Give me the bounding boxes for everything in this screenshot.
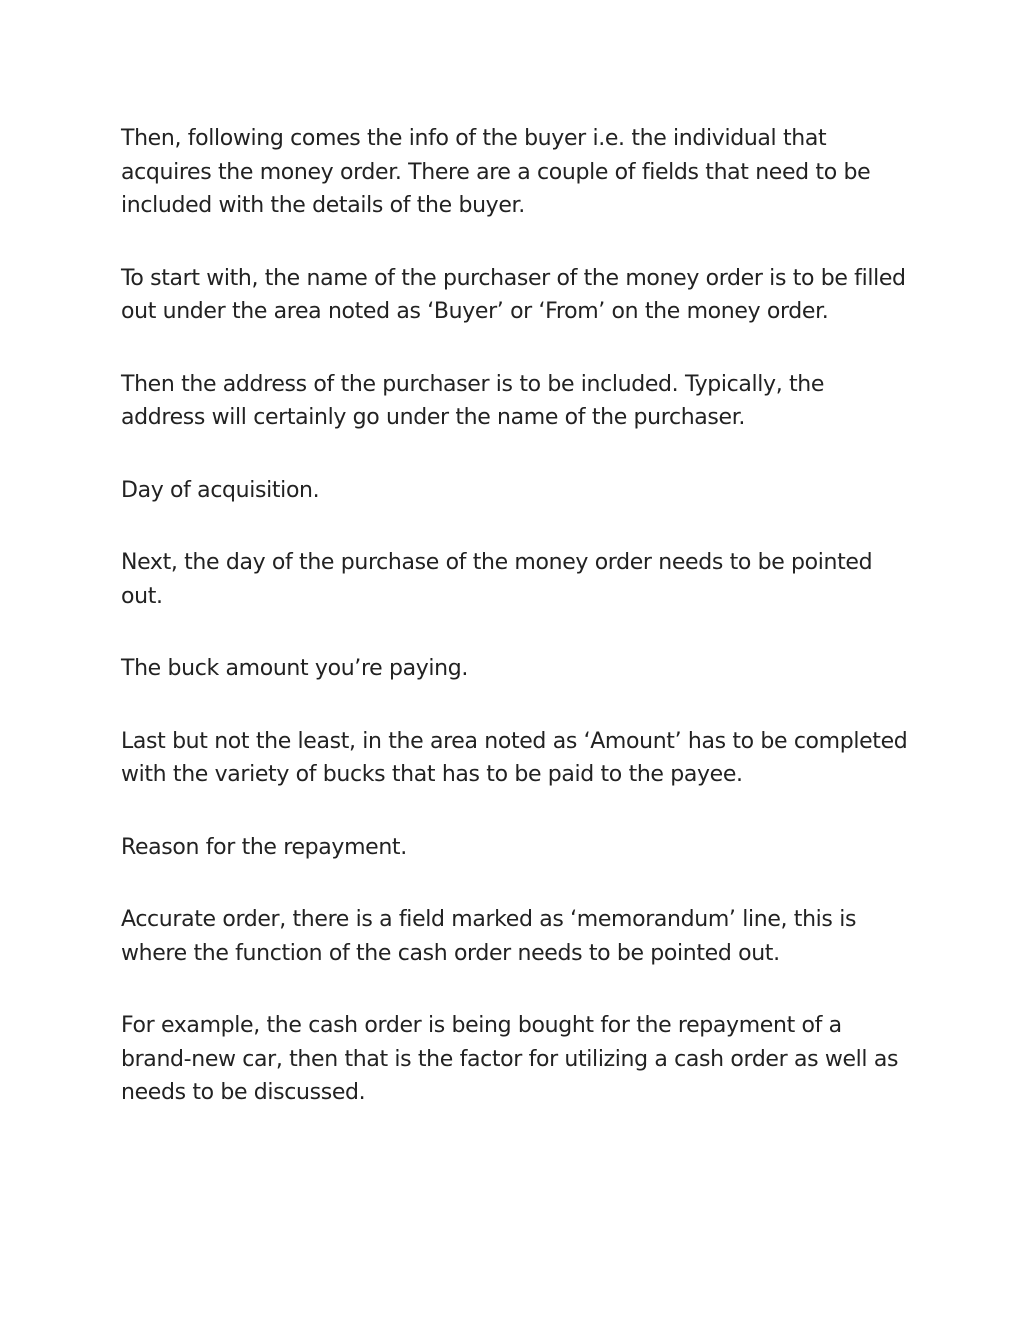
paragraph-example: For example, the cash order is being bought for the repayment of a brand-new car, then that is the factor for utilizing a cash order as well as needs to be discussed. (121, 1013, 899, 1105)
paragraph-purchaser-address: Then the address of the purchaser is to be included. Typically, the address will certainly go under the name of the purchaser. (121, 371, 825, 430)
paragraph-day-of-acquisition: Day of acquisition. (121, 477, 320, 503)
document-body (121, 122, 911, 1149)
paragraph-amount-field: Last but not the least, in the area noted as ‘Amount’ has to be completed with the variety of bucks that has to be paid to the payee. (121, 728, 908, 787)
paragraph-purchaser-name: To start with, the name of the purchaser of the money order is to be filled out under the area noted as ‘Buyer’ or ‘From’ on the money order. (121, 265, 906, 324)
paragraph-purchase-date: Next, the day of the purchase of the money order needs to be pointed out. (121, 550, 873, 609)
paragraph-buyer-info: Then, following comes the info of the buyer i.e. the individual that acquires the money order. There are a couple of fields that need to be included with the details of the buyer. (121, 126, 871, 218)
paragraph-buck-amount: The buck amount you’re paying. (121, 656, 469, 681)
paragraph-reason-for-repayment: Reason for the repayment. (121, 834, 407, 860)
paragraph-memorandum-line: Accurate order, there is a field marked as ‘memorandum’ line, this is where the function of the cash order needs to be pointed out. (121, 907, 857, 966)
